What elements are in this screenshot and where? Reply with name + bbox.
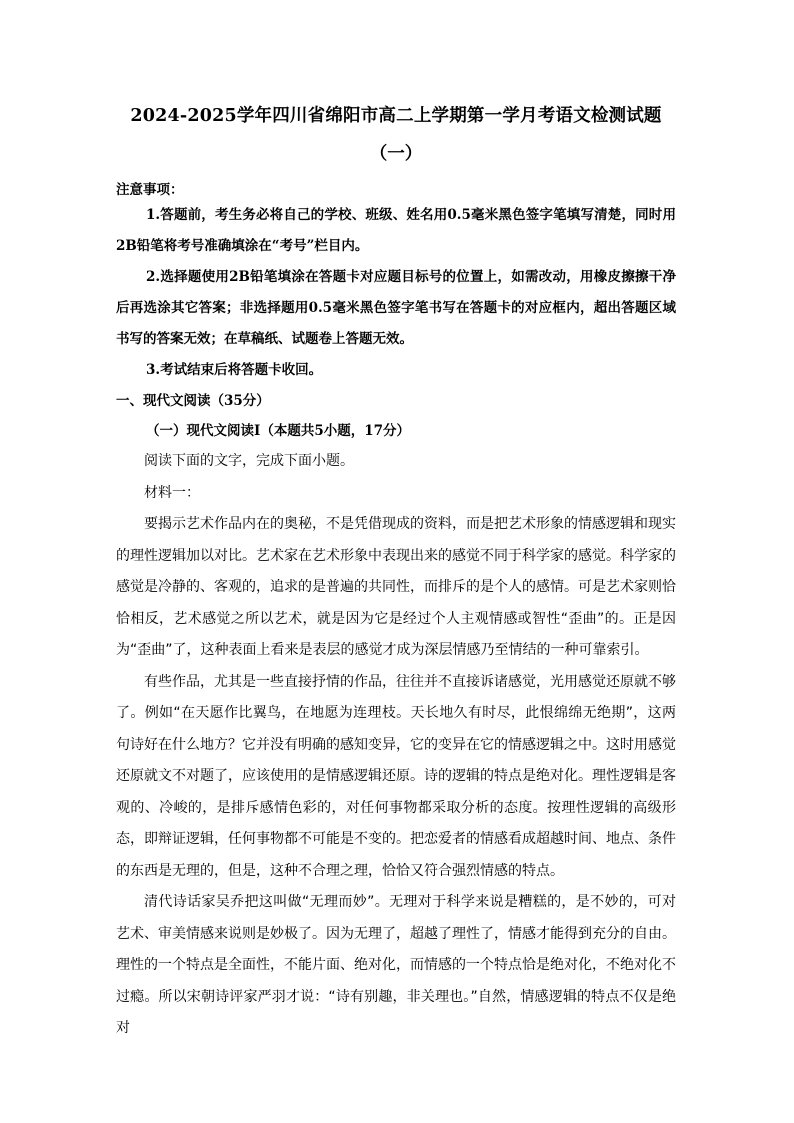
subsection-heading: （一）现代文阅读Ⅰ（本题共5小题，17分） xyxy=(146,423,410,439)
notice-item-1: 1.答题前，考生务必将自己的学校、班级、姓名用0.5毫米黑色签字笔填写清楚，同时用2B铅笔将考号准确填涂在“考号”栏目内。 xyxy=(116,207,676,254)
paragraph-2: 有些作品，尤其是一些直接抒情的作品，往往并不直接诉诸感觉，光用感觉还原就不够了。例如“在天愿作比翼鸟，在地愿为连理枝。天长地久有时尽，此恨绵绵无绝期”，这两句诗好在什么地方？它并没有明确的感知变异，它的变异在它的情感逻辑之中。这时用感觉还原就文不对题了，应该使用的是情感逻辑还原。诗的逻辑的特点是绝对化。理性逻辑是客观的、冷峻的，是排斥感情色彩的，对任何事物都采取分析的态度。按理性逻辑的高级形态，即辩证逻辑，任何事物都不可能是不变的。把恋爱者的情感看成超越时间、地点、条件的东西是无理的，但是，这种不合理之理，恰恰又符合强烈情感的特点。 xyxy=(116,673,676,879)
notice-item-3: 3.考试结束后将答题卡收回。 xyxy=(146,362,323,378)
material-label: 材料一： xyxy=(144,484,200,501)
paragraph-3: 清代诗话家吴乔把这叫做“无理而妙”。无理对于科学来说是糟糕的，是不妙的，可对艺术、审美情感来说则是妙极了。因为无理了，超越了理性了，情感才能得到充分的自由。理性的一个特点是全面性，不能片面、绝对化，而情感的一个特点恰是绝对化，不绝对化不过瘾。所以宋朝诗评家严羽才说：“诗有别趣，非关理也。”自然，情感逻辑的特点不仅是绝对 xyxy=(116,894,676,1036)
exam-page xyxy=(116,96,676,1045)
reading-instruction: 阅读下面的文字，完成下面小题。 xyxy=(144,453,354,469)
page-subtitle: （一） xyxy=(369,144,423,164)
page-title: 2024-2025学年四川省绵阳市高二上学期第一学月考语文检测试题 xyxy=(130,106,662,126)
notice-heading: 注意事项： xyxy=(116,182,184,198)
section-heading: 一、现代文阅读（35分） xyxy=(116,393,270,409)
paragraph-1: 要揭示艺术作品内在的奥秘，不是凭借现成的资料，而是把艺术形象的情感逻辑和现实的理性逻辑加以对比。艺术家在艺术形象中表现出来的感觉不同于科学家的感觉。科学家的感觉是冷静的、客观的，追求的是普遍的共同性，而排斥的是个人的感情。可是艺术家则恰恰相反，艺术感觉之所以艺术，就是因为它是经过个人主观情感或智性“歪曲”的。正是因为“歪曲”了，这种表面上看来是表层的感觉才成为深层情感乃至情结的一种可靠索引。 xyxy=(116,516,676,658)
notice-item-2: 2.选择题使用2B铅笔填涂在答题卡对应题目标号的位置上，如需改动，用橡皮擦擦干净后再选涂其它答案；非选择题用0.5毫米黑色签字笔书写在答题卡的对应框内，超出答题区域书写的答案无效；在草稿纸、试题卷上答题无效。 xyxy=(116,269,676,347)
